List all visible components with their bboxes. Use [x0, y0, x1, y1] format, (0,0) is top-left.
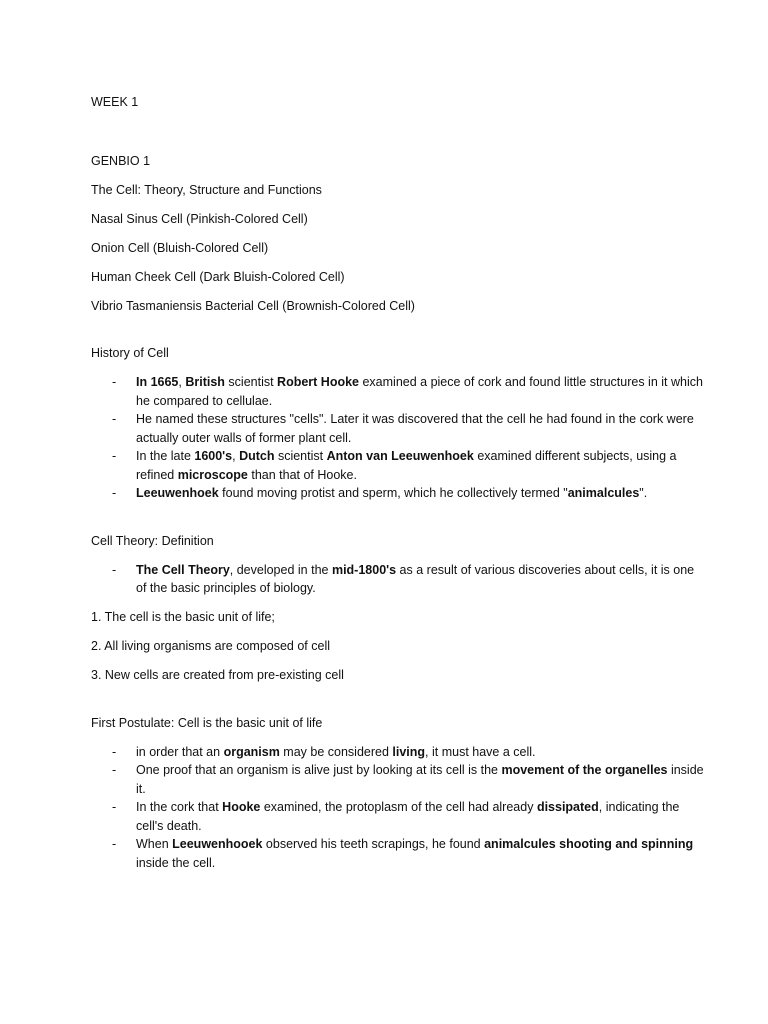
theory-bullet-list [91, 561, 708, 598]
dash-marker: - [112, 744, 117, 759]
cell-item: Human Cheek Cell (Dark Bluish-Colored Cell) [91, 269, 345, 284]
cell-item: Nasal Sinus Cell (Pinkish-Colored Cell) [91, 211, 308, 226]
theory-heading: Cell Theory: Definition [91, 533, 214, 548]
postulate-item: 2. All living organisms are composed of cell [91, 639, 331, 653]
history-bullet: - Leeuwenhoek found moving protist and sperm, which he collectively termed "animalcules". [91, 484, 708, 503]
history-bullet-list [91, 373, 708, 503]
dash-marker: - [112, 449, 117, 463]
history-bullet: - In the late 1600's, Dutch scientist Anton van Leeuwenhoek examined different subjects, using a refined microscope than that of Hooke. [112, 449, 677, 482]
dash-marker: - [112, 763, 117, 777]
topic-title: The Cell: Theory, Structure and Functions [91, 182, 322, 197]
first-postulate-bullet-list [91, 743, 708, 873]
first-postulate-bullet: - In the cork that Hooke examined, the protoplasm of the cell had already dissipated, indicating the cell's death. [112, 800, 680, 833]
week-label: WEEK 1 [91, 95, 139, 109]
dash-marker: - [112, 412, 117, 426]
dash-marker: - [112, 800, 117, 814]
subject-label: GENBIO 1 [91, 153, 151, 168]
dash-marker: - [112, 562, 117, 577]
dash-marker: - [112, 375, 117, 389]
cell-item: Onion Cell (Bluish-Colored Cell) [91, 240, 269, 255]
dash-marker: - [112, 486, 117, 500]
history-bullet: - He named these structures "cells". Later it was discovered that the cell he had found in the cork were actually outer walls of former plant cell. [112, 412, 694, 445]
first-postulate-heading: First Postulate: Cell is the basic unit of life [91, 715, 323, 730]
history-bullet: - In 1665, British scientist Robert Hooke examined a piece of cork and found little structures in it which he compared to cellulae. [112, 375, 703, 408]
first-postulate-bullet: - When Leeuwenhooek observed his teeth scrapings, he found animalcules shooting and spinning inside the cell. [112, 837, 694, 870]
first-postulate-bullet: - One proof that an organism is alive just by looking at its cell is the movement of the organelles inside it. [112, 763, 704, 796]
cell-item: Vibrio Tasmaniensis Bacterial Cell (Brownish-Colored Cell) [91, 298, 415, 313]
first-postulate-bullet: - in order that an organism may be considered living, it must have a cell. [91, 743, 708, 762]
dash-marker: - [112, 837, 117, 851]
theory-bullet: - The Cell Theory, developed in the mid-1800's as a result of various discoveries about cells, it is one of the basic principles of biology. [112, 562, 695, 595]
history-heading: History of Cell [91, 346, 169, 360]
postulate-item: 3. New cells are created from pre-existing cell [91, 668, 344, 682]
postulate-item: 1. The cell is the basic unit of life; [91, 610, 275, 624]
